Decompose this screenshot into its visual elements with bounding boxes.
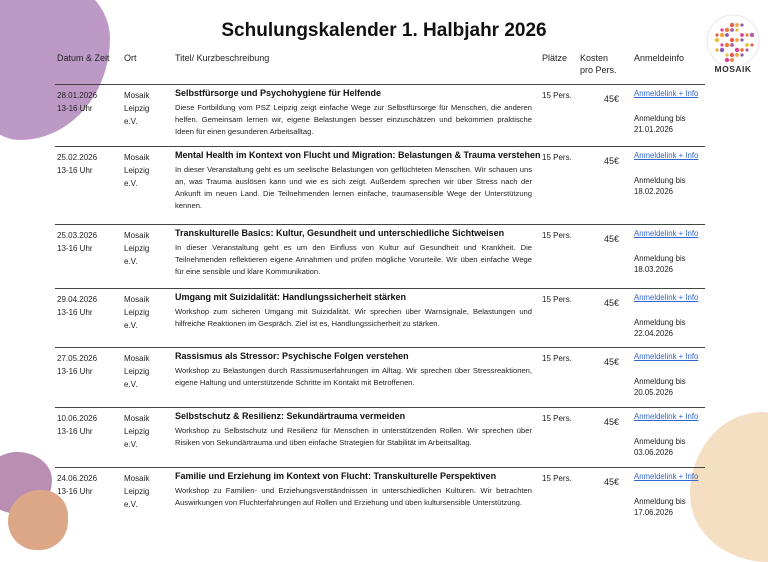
event-date: 25.03.2026 xyxy=(57,231,98,240)
header-kosten: Kosten pro Pers. xyxy=(580,53,617,75)
event-title: Mental Health im Kontext von Flucht und Migration: Belastungen & Trauma verstehen xyxy=(175,150,541,160)
event-date-time xyxy=(57,229,119,255)
event-row xyxy=(55,146,705,225)
event-date-time xyxy=(57,89,119,115)
logo-dot xyxy=(725,28,729,32)
event-plaetze: 15 Pers. xyxy=(542,231,572,240)
event-date-time xyxy=(57,352,119,378)
event-row xyxy=(55,288,705,348)
event-time: 13-16 Uhr xyxy=(57,487,93,496)
event-title: Rassismus als Stressor: Psychische Folgen verstehen xyxy=(175,351,409,361)
logo-dot xyxy=(750,43,753,46)
logo-dot xyxy=(730,38,734,42)
event-date: 25.02.2026 xyxy=(57,153,98,162)
event-row xyxy=(55,347,705,408)
logo-dot xyxy=(745,48,748,51)
event-description: Workshop zu Familien- und Erziehungsverständnissen in unterschiedlichen Kulturen. Wir betrachten Auswirkungen von Fluchterfahrungen auf Rollen und Erziehung und üben kultursensible Unterstützung. xyxy=(175,486,532,507)
event-plaetze: 15 Pers. xyxy=(542,474,572,483)
event-kosten: 45€ xyxy=(603,477,619,487)
logo-name xyxy=(704,64,762,74)
event-date: 24.06.2026 xyxy=(57,474,98,483)
event-ort: Mosaik Leipzig e.V. xyxy=(124,474,150,509)
registration-deadline: Anmeldung bis 18.02.2026 xyxy=(634,176,686,196)
event-date-time xyxy=(57,293,119,319)
event-kosten: 45€ xyxy=(603,234,619,244)
logo-dot xyxy=(735,28,738,31)
event-row xyxy=(55,224,705,289)
event-ort: Mosaik Leipzig e.V. xyxy=(124,153,150,188)
header-ort: Ort xyxy=(124,53,137,63)
logo-dot xyxy=(740,38,743,41)
event-description: In dieser Veranstaltung geht es um den Einfluss von Kultur auf Gesundheit und Krankheit. Die Teilnehmenden reflektieren eigene Annahmen und prüfen mögliche Vorurteile. Wir üben einfache Wege für eine sensible und klare Kommunikation. xyxy=(175,243,532,276)
event-time: 13-16 Uhr xyxy=(57,104,93,113)
registration-deadline: Anmeldung bis 17.06.2026 xyxy=(634,497,686,517)
registration-link[interactable]: Anmeldelink + Info xyxy=(634,89,699,98)
event-title: Transkulturelle Basics: Kultur, Gesundheit und unterschiedliche Sichtweisen xyxy=(175,228,505,238)
logo-dot xyxy=(740,23,743,26)
registration-link[interactable]: Anmeldelink + Info xyxy=(634,352,699,361)
event-title: Umgang mit Suizidalität: Handlungssicherheit stärken xyxy=(175,292,407,302)
logo-dot xyxy=(715,48,718,51)
page-title: Schulungskalender 1. Halbjahr 2026 xyxy=(221,20,547,41)
logo-dot xyxy=(730,28,734,32)
logo-dot xyxy=(735,48,739,52)
logo-dot xyxy=(725,58,729,62)
event-ort: Mosaik Leipzig e.V. xyxy=(124,354,150,389)
logo-dot xyxy=(715,33,718,36)
logo-dot xyxy=(730,23,734,27)
logo-dot xyxy=(740,48,744,52)
registration-deadline: Anmeldung bis 20.05.2026 xyxy=(634,377,686,397)
logo-dot xyxy=(740,53,743,56)
logo-dot xyxy=(720,28,723,31)
event-kosten: 45€ xyxy=(603,156,619,166)
registration-deadline: Anmeldung bis 21.01.2026 xyxy=(634,114,686,134)
registration-link[interactable]: Anmeldelink + Info xyxy=(634,293,699,302)
logo-dot xyxy=(740,33,744,37)
logo-dot xyxy=(750,33,754,37)
event-plaetze: 15 Pers. xyxy=(542,295,572,304)
event-row xyxy=(55,467,705,540)
event-description: Diese Fortbildung vom PSZ Leipzig zeigt einfache Wege zur Selbstfürsorge für Menschen, die anderen helfen. Gemeinsam lernen wir, eigene Belastungen besser einzuschätzen und bekommen praktische Ideen für einen gesunderen Arbeitsalltag. xyxy=(175,103,532,136)
logo-dot xyxy=(735,53,739,57)
logo-dot xyxy=(720,33,724,37)
registration-link[interactable]: Anmeldelink + Info xyxy=(634,472,699,481)
event-row xyxy=(55,407,705,468)
event-date-time xyxy=(57,472,119,498)
logo-dot xyxy=(720,48,724,52)
event-row xyxy=(55,84,705,147)
registration-deadline: Anmeldung bis 18.03.2026 xyxy=(634,254,686,274)
mosaik-logo xyxy=(704,12,762,70)
event-description: In dieser Veranstaltung geht es um seelische Belastungen von geflüchteten Menschen. Wir schauen uns an, was Trauma auslösen kann und wie es sich zeigt. Außerdem sprechen wir über Stress nach der Ankunft im neuen Land. Die Teilnehmenden lernen einfache, traumasensible Wege der Unterstützung kennen. xyxy=(175,165,532,210)
logo-dot xyxy=(715,38,719,42)
logo-dot xyxy=(730,43,734,47)
header-titel: Titel/ Kurzbeschreibung xyxy=(175,53,270,63)
event-kosten: 45€ xyxy=(603,298,619,308)
logo-dot xyxy=(725,53,728,56)
event-plaetze: 15 Pers. xyxy=(542,153,572,162)
logo-dot xyxy=(745,33,748,36)
event-ort: Mosaik Leipzig e.V. xyxy=(124,295,150,330)
logo-dot xyxy=(725,43,729,47)
logo-dot xyxy=(725,33,729,37)
event-time: 13-16 Uhr xyxy=(57,166,93,175)
event-date: 10.06.2026 xyxy=(57,414,98,423)
registration-link[interactable]: Anmeldelink + Info xyxy=(634,229,699,238)
logo-dot xyxy=(745,43,749,47)
event-ort: Mosaik Leipzig e.V. xyxy=(124,414,150,449)
event-plaetze: 15 Pers. xyxy=(542,91,572,100)
event-date-time xyxy=(57,412,119,438)
event-date: 29.04.2026 xyxy=(57,295,98,304)
event-time: 13-16 Uhr xyxy=(57,427,93,436)
header-anmeldeinfo: Anmeldeinfo xyxy=(634,53,685,63)
header-datum: Datum & Zeit xyxy=(57,53,110,63)
event-kosten: 45€ xyxy=(603,417,619,427)
event-title: Selbstfürsorge und Psychohygiene für Helfende xyxy=(175,88,382,98)
event-plaetze: 15 Pers. xyxy=(542,414,572,423)
event-date: 27.05.2026 xyxy=(57,354,98,363)
registration-link[interactable]: Anmeldelink + Info xyxy=(634,412,699,421)
event-kosten: 45€ xyxy=(603,357,619,367)
header-plaetze: Plätze xyxy=(542,53,568,63)
event-ort: Mosaik Leipzig e.V. xyxy=(124,91,150,126)
event-title: Selbstschutz & Resilienz: Sekundärtrauma vermeiden xyxy=(175,411,406,421)
event-description: Workshop zum sicheren Umgang mit Suizidalität. Wir sprechen über Warnsignale, Belastungen und hilfreiche Reaktionen im Gespräch. Ziel ist es, Handlungssicherheit zu stärken. xyxy=(175,307,532,328)
event-description: Workshop zu Belastungen durch Rassismuserfahrungen im Alltag. Wir sprechen über Stressreaktionen, eigene Haltung und unterstützende Schritte im Kontakt mit Betroffenen. xyxy=(175,366,532,387)
logo-dot xyxy=(735,38,739,42)
registration-link[interactable]: Anmeldelink + Info xyxy=(634,151,699,160)
logo-name-text: MOSAIK xyxy=(714,64,752,74)
event-time: 13-16 Uhr xyxy=(57,367,93,376)
event-date-time xyxy=(57,151,119,177)
registration-deadline: Anmeldung bis 03.06.2026 xyxy=(634,437,686,457)
registration-deadline: Anmeldung bis 22.04.2026 xyxy=(634,318,686,338)
event-title: Familie und Erziehung im Kontext von Flucht: Transkulturelle Perspektiven xyxy=(175,471,497,481)
logo-dot xyxy=(730,53,734,57)
event-kosten: 45€ xyxy=(603,94,619,104)
logo-dot xyxy=(735,23,739,27)
logo-dot xyxy=(720,43,723,46)
event-ort: Mosaik Leipzig e.V. xyxy=(124,231,150,266)
event-time: 13-16 Uhr xyxy=(57,308,93,317)
event-date: 28.01.2026 xyxy=(57,91,98,100)
event-description: Workshop zu Selbstschutz und Resilienz für Menschen in unterstützenden Rollen. Wir sprechen über Risiken von Sekundärtrauma und üben einfache Strategien für Stabilität im Arbeitsalltag. xyxy=(175,426,532,447)
logo-dot xyxy=(730,58,734,62)
event-time: 13-16 Uhr xyxy=(57,244,93,253)
event-plaetze: 15 Pers. xyxy=(542,354,572,363)
